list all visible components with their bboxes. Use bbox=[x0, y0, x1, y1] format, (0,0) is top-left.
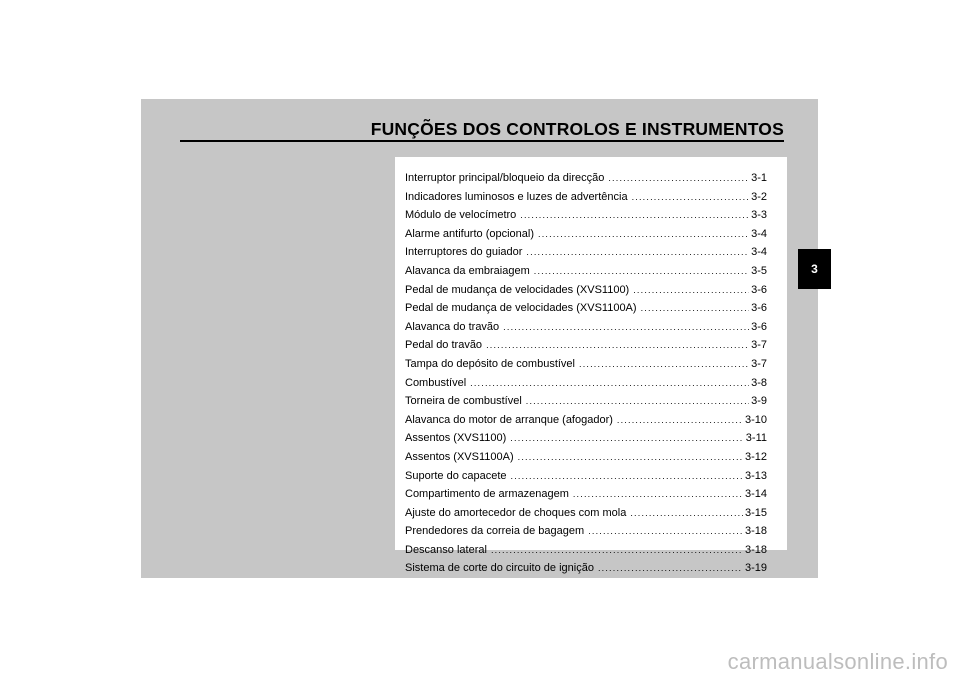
toc-entry-label: Prendedores da correia de bagagem bbox=[405, 525, 585, 538]
toc-dot-leader bbox=[617, 411, 743, 430]
toc-entry-label: Alavanca do travão bbox=[405, 320, 500, 333]
toc-entry bbox=[405, 225, 767, 244]
toc-dot-leader bbox=[588, 522, 743, 541]
toc-entry-label: Sistema de corte do circuito de ignição bbox=[405, 562, 594, 575]
toc-entry bbox=[405, 411, 767, 430]
toc-entry-label: Interruptor principal/bloqueio da direcção bbox=[405, 172, 605, 184]
toc-entry-label: Combustível bbox=[405, 376, 467, 389]
toc-entry-page: 3-6 bbox=[751, 302, 767, 315]
toc-entry-page: 3-15 bbox=[744, 506, 767, 519]
toc-dot-leader bbox=[641, 299, 750, 318]
toc-entry-label: Tampa do depósito de combustível bbox=[405, 357, 575, 370]
toc-dot-leader bbox=[573, 485, 743, 504]
toc-entry bbox=[405, 299, 767, 318]
toc-dot-leader bbox=[598, 559, 743, 578]
toc-entry-label: Assentos (XVS1100) bbox=[405, 432, 507, 445]
toc-entry-page: 3-7 bbox=[751, 357, 767, 370]
toc-entry-page: 3-19 bbox=[744, 562, 767, 575]
toc-entry bbox=[405, 485, 767, 504]
toc-entry-label: Interruptores do guiador bbox=[405, 246, 523, 259]
toc-entry-page: 3-8 bbox=[751, 376, 767, 389]
toc-dot-leader bbox=[538, 225, 749, 244]
toc-dot-leader bbox=[630, 504, 743, 523]
toc-entry-label: Pedal de mudança de velocidades (XVS1100) bbox=[405, 283, 630, 296]
toc-entry bbox=[405, 504, 767, 523]
toc-dot-leader bbox=[526, 243, 749, 262]
toc-dot-leader bbox=[534, 262, 749, 281]
toc-dot-leader bbox=[633, 281, 749, 300]
toc-entry-page: 3-14 bbox=[744, 488, 767, 501]
toc-entry-page: 3-6 bbox=[751, 283, 767, 296]
toc-entry-page: 3-9 bbox=[751, 395, 767, 408]
toc-entry-label: Alavanca da embraiagem bbox=[405, 264, 530, 277]
toc-entry bbox=[405, 188, 767, 207]
toc-dot-leader bbox=[608, 169, 749, 188]
toc-entry-page: 3-10 bbox=[744, 413, 767, 426]
toc-entry-page: 3-7 bbox=[751, 339, 767, 352]
toc-entry-page: 3-4 bbox=[751, 246, 767, 259]
toc-entry-page: 3-2 bbox=[751, 190, 767, 203]
toc-entry-label: Assentos (XVS1100A) bbox=[405, 450, 514, 463]
toc-list bbox=[405, 169, 767, 578]
toc-entry-label: Alarme antifurto (opcional) bbox=[405, 227, 535, 240]
toc-dot-leader bbox=[518, 448, 743, 467]
toc-dot-leader bbox=[632, 188, 750, 207]
section-title: FUNÇÕES DOS CONTROLOS E INSTRUMENTOS bbox=[370, 119, 784, 139]
toc-dot-leader bbox=[486, 336, 749, 355]
toc-dot-leader bbox=[520, 206, 749, 225]
toc-entry-page: 3-3 bbox=[751, 209, 767, 222]
toc-entry bbox=[405, 541, 767, 560]
watermark: carmanualsonline.info bbox=[727, 649, 948, 674]
table-of-contents bbox=[395, 157, 787, 575]
toc-entry bbox=[405, 355, 767, 374]
toc-entry bbox=[405, 448, 767, 467]
toc-entry bbox=[405, 522, 767, 541]
toc-entry bbox=[405, 374, 767, 393]
title-underline bbox=[180, 140, 784, 142]
toc-entry-label: Compartimento de armazenagem bbox=[405, 488, 569, 501]
toc-entry-label: Alavanca do motor de arranque (afogador) bbox=[405, 413, 613, 426]
toc-dot-leader bbox=[491, 541, 743, 560]
toc-entry bbox=[405, 206, 767, 225]
toc-dot-leader bbox=[526, 392, 749, 411]
toc-entry-label: Pedal de mudança de velocidades (XVS1100A) bbox=[405, 302, 637, 315]
toc-entry-page: 3-18 bbox=[744, 525, 767, 538]
toc-entry bbox=[405, 429, 767, 448]
toc-entry-page: 3-11 bbox=[745, 432, 767, 445]
toc-entry-page: 3-6 bbox=[751, 320, 767, 333]
toc-dot-leader bbox=[510, 429, 744, 448]
chapter-tab: 3 bbox=[798, 249, 831, 289]
toc-entry-page: 3-1 bbox=[751, 172, 767, 184]
toc-entry-label: Módulo de velocímetro bbox=[405, 209, 517, 222]
toc-entry-page: 3-4 bbox=[751, 227, 767, 240]
toc-entry bbox=[405, 243, 767, 262]
toc-entry bbox=[405, 467, 767, 486]
toc-entry-page: 3-5 bbox=[751, 264, 767, 277]
manual-page bbox=[141, 99, 818, 578]
toc-dot-leader bbox=[470, 374, 749, 393]
toc-entry bbox=[405, 169, 767, 188]
toc-entry bbox=[405, 281, 767, 300]
toc-entry bbox=[405, 318, 767, 337]
toc-dot-leader bbox=[503, 318, 749, 337]
toc-entry bbox=[405, 336, 767, 355]
toc-entry-label: Torneira de combustível bbox=[405, 395, 522, 408]
toc-dot-leader bbox=[511, 467, 743, 486]
toc-entry-label: Indicadores luminosos e luzes de advertência bbox=[405, 190, 628, 203]
toc-entry-label: Pedal do travão bbox=[405, 339, 483, 352]
toc-dot-leader bbox=[579, 355, 749, 374]
toc-entry-label: Ajuste do amortecedor de choques com mola bbox=[405, 506, 627, 519]
toc-entry-label: Suporte do capacete bbox=[405, 469, 507, 482]
toc-entry-label: Descanso lateral bbox=[405, 543, 487, 556]
toc-entry-page: 3-13 bbox=[744, 469, 767, 482]
toc-entry bbox=[405, 392, 767, 411]
toc-entry bbox=[405, 262, 767, 281]
toc-entry-page: 3-18 bbox=[744, 543, 767, 556]
toc-entry-page: 3-12 bbox=[744, 450, 767, 463]
toc-entry bbox=[405, 559, 767, 578]
